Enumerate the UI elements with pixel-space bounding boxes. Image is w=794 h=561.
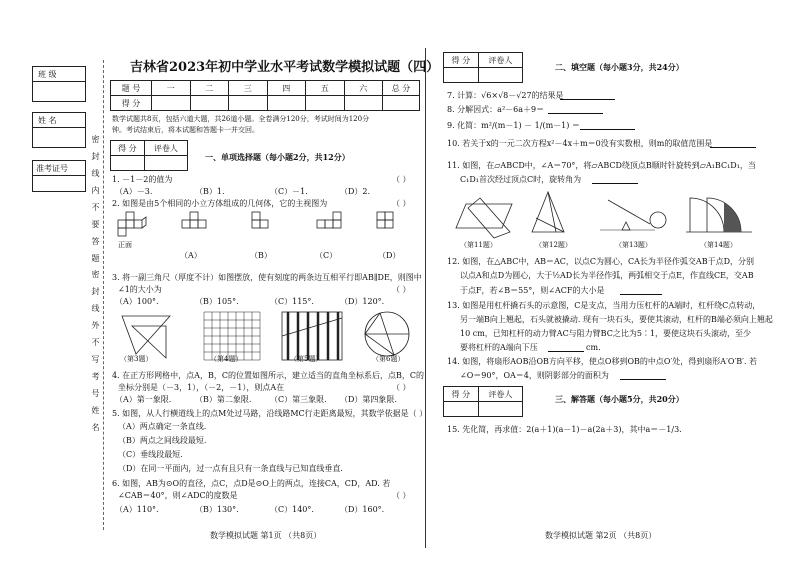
- q11-line1: 11. 如图，在▱ABCD中，∠A＝70°，将▱ABCD绕顶点B顺时针旋转到▱A₁BC₁D₁，当: [447, 161, 756, 170]
- exam-title: 吉林省2023年初中学业水平考试数学模拟试题（四）: [130, 60, 440, 75]
- q3-option: （D）120°.: [340, 297, 385, 306]
- intro-line: 数学试题共8页，包括六道大题，共26道小题。全卷满分120分，考试时间为120分: [112, 115, 370, 123]
- q7-answer-blank[interactable]: [560, 99, 615, 100]
- q6-option: （B）130°.: [195, 505, 239, 514]
- q11-answer-blank[interactable]: [592, 183, 638, 184]
- grader-cell[interactable]: [478, 68, 522, 83]
- q13-line3: 10 cm，已知杠杆的动力臂AC与阻力臂BC之比为5∶1，要使这块石头滚动，至少: [460, 329, 752, 338]
- section2-title: 二、填空题（每小题3分，共24分）: [555, 62, 684, 72]
- score-cell[interactable]: [344, 96, 383, 111]
- q3-paren: （ ）: [392, 285, 411, 294]
- q5-option: （C）垂线段最短.: [118, 450, 183, 459]
- score-table: [110, 80, 420, 111]
- q11-line2: C₁D₁首次经过顶点C时，旋转角为: [460, 175, 582, 184]
- score-header: 三: [229, 81, 268, 96]
- q6-stem: 6. 如图，AB为⊙O的直径，点C，点D是⊙O上的两点，连接CA，CD，AD. 若: [112, 479, 391, 488]
- q6-option: （C）140°.: [270, 505, 314, 514]
- score-header: 四: [267, 81, 306, 96]
- q8: 8. 分解因式：a²－6a＋9＝: [447, 105, 545, 114]
- q5-option: （A）两点确定一条直线.: [118, 422, 207, 431]
- q2-figures: [112, 210, 412, 248]
- q4-option: （C）第三象限.: [270, 395, 327, 404]
- q6-option: （A）110°.: [115, 505, 159, 514]
- q9: 9. 化简：m²/(m－1) － 1/(m－1) ＝: [447, 121, 580, 130]
- grader-cell[interactable]: [111, 156, 145, 171]
- q13-unit: cm.: [586, 343, 601, 352]
- q14-line1: 14. 如图，将扇形AOB沿OB方向平移，使点O移到OB的中点O′处，得到扇形A′O′B′. 若: [447, 357, 758, 366]
- q14-answer-blank[interactable]: [620, 379, 666, 380]
- class-label: 班 级: [38, 70, 57, 79]
- q4-option: （A）第一象限.: [115, 395, 172, 404]
- q5-stem: 5. 如图，从人行横道线上的点M处过马路，沿线路MC行走距离最短，其数学依据是（ ）: [112, 409, 428, 418]
- seal-line: [103, 60, 104, 530]
- score-cell[interactable]: [267, 96, 306, 111]
- fig13-caption: （第13题）: [615, 241, 652, 249]
- score-header: 总 分: [383, 81, 420, 96]
- q13-line1: 13. 如图是用杠杆撬石头的示意图，C是支点，当用力压杠杆的A端时，杠杆绕C点转动，: [447, 301, 761, 310]
- q13-answer-blank[interactable]: [548, 351, 584, 352]
- score-header: 五: [306, 81, 345, 96]
- q8-answer-blank[interactable]: [548, 113, 603, 114]
- score-cell[interactable]: [190, 96, 229, 111]
- seal-text-outer: 密封线外不写考号姓名: [91, 270, 100, 440]
- grader-score: 得 分: [444, 53, 479, 68]
- grader-reviewer: 评卷人: [478, 53, 522, 68]
- q12-answer-blank[interactable]: [620, 294, 662, 295]
- page-divider: [425, 48, 426, 548]
- q9-answer-blank[interactable]: [580, 129, 635, 130]
- score-cell[interactable]: [383, 96, 420, 111]
- q6-option: （D）160°.: [340, 505, 385, 514]
- grader-box-1: [110, 140, 188, 171]
- q1-paren: （ ）: [392, 175, 411, 184]
- seal-text-inner: 密封线内不要答题: [91, 135, 100, 271]
- grader-cell[interactable]: [444, 402, 479, 417]
- fig5-caption: （第5题）: [290, 355, 323, 363]
- score-cell[interactable]: [229, 96, 268, 111]
- fig12-caption: （第12题）: [535, 241, 572, 249]
- section1-title: 一、单项选择题（每小题2分，共12分）: [205, 152, 350, 162]
- q12-line2: 以点A和点D为圆心，大于½AD长为半径作弧，两弧相交于点E，作直线CE，交AB: [460, 271, 754, 280]
- score-row-label: 得 分: [111, 96, 152, 111]
- q4-paren: （ ）: [392, 383, 411, 392]
- section3-title: 三、解答题（每小题5分，共20分）: [555, 394, 684, 404]
- q2-option: （B）: [250, 251, 272, 260]
- q2-option: （C）: [315, 251, 338, 260]
- score-header: 题 号: [111, 81, 152, 96]
- q10-answer-blank[interactable]: [710, 147, 756, 148]
- score-header: 六: [344, 81, 383, 96]
- q2-stem: 2. 如图是由5个相同的小立方体组成的几何体，它的主视图为: [112, 199, 328, 208]
- score-cell[interactable]: [306, 96, 345, 111]
- q3-option: （C）115°.: [270, 297, 314, 306]
- figures-11-14: [450, 188, 755, 244]
- grader-cell[interactable]: [144, 156, 187, 171]
- q1-stem: 1. －1－2的值为: [112, 175, 173, 184]
- q4-stem2: 坐标分别是（－3，1），（－2，－1），则点A在: [118, 383, 285, 392]
- q3-stem2: ∠1的大小为: [118, 285, 162, 294]
- grader-score: 得 分: [111, 141, 145, 156]
- q2-paren: （ ）: [392, 199, 411, 208]
- grader-box-3: [443, 386, 523, 417]
- q5-option: （B）两点之间线段最短.: [118, 436, 207, 445]
- q1-option: （A）－3.: [115, 187, 153, 196]
- q14-line2: ∠O＝90°，OA＝4，则阴影部分的面积为: [460, 371, 609, 380]
- fig14-caption: （第14题）: [700, 241, 737, 249]
- q5-option: （D）在同一平面内，过一点有且只有一条直线与已知直线垂直.: [118, 464, 343, 473]
- grader-reviewer: 评卷人: [478, 387, 522, 402]
- intro-line: 钟。考试结束后，将本试题和答题卡一并交回。: [112, 126, 259, 134]
- q2-label-front: 正面: [118, 241, 132, 249]
- q1-option: （B）1.: [195, 187, 225, 196]
- score-header: 二: [190, 81, 229, 96]
- score-cell[interactable]: [152, 96, 191, 111]
- q15: 15. 先化简，再求值：2(a＋1)(a－1)－a(2a＋3)，其中a＝－1/3.: [447, 425, 682, 434]
- q7: 7. 计算：√6×√8－√27的结果是: [447, 91, 564, 100]
- q12-line3: 于点F，若∠B＝55°，则∠ACF的大小是: [460, 286, 605, 295]
- fig4-caption: （第4题）: [210, 355, 243, 363]
- name-label: 姓 名: [38, 116, 57, 125]
- grader-cell[interactable]: [478, 402, 522, 417]
- q1-option: （D）2.: [340, 187, 371, 196]
- fig11-caption: （第11题）: [460, 241, 497, 249]
- score-header: 一: [152, 81, 191, 96]
- q6-stem2: ∠CAB＝40°，则∠ADC的度数是: [118, 491, 238, 500]
- footer-left: 数学模拟试题 第1页 （共8页）: [210, 531, 322, 540]
- q4-option: （B）第二象限.: [195, 395, 252, 404]
- footer-right: 数学模拟试题 第2页 （共8页）: [545, 531, 657, 540]
- q13-line2: 另一端B向上翘起，石头就被撬动. 现有一块石头，要使其滚动，杠杆的B端必须向上翘起: [460, 315, 773, 324]
- grader-cell[interactable]: [444, 68, 479, 83]
- q6-paren: （ ）: [392, 491, 411, 500]
- q1-option: （C）－1.: [270, 187, 308, 196]
- q12-line1: 12. 如图，在△ABC中，AB＝AC，以点C为圆心，CA长为半径作弧交AB于点D，分别: [447, 257, 754, 266]
- q3-option: （A）100°.: [115, 297, 159, 306]
- grader-box-2: [443, 52, 523, 83]
- q4-option: （D）第四象限.: [340, 395, 397, 404]
- q3-option: （B）105°.: [195, 297, 239, 306]
- q13-line4: 要将杠杆的A端向下压: [460, 343, 538, 352]
- q2-option: （D）: [378, 251, 401, 260]
- q3-stem: 3. 将一副三角尺（厚度不计）如图摆放，使有刻度的两条边互相平行即AB∥DE，则图中: [112, 273, 422, 282]
- fig6-caption: （第6题）: [372, 355, 405, 363]
- ticket-label: 准考证号: [36, 164, 68, 173]
- q4-stem: 4. 在正方形网格中，点A，B，C的位置如图所示，建立适当的直角坐标系后，点B，C的: [112, 371, 424, 380]
- q10: 10. 若关于x的一元二次方程x²－4x＋m＝0没有实数根，则m的取值范围是: [447, 139, 713, 148]
- fig3-caption: （第3题）: [120, 355, 153, 363]
- grader-reviewer: 评卷人: [144, 141, 187, 156]
- grader-score: 得 分: [444, 387, 479, 402]
- q2-option: （A）: [180, 251, 202, 260]
